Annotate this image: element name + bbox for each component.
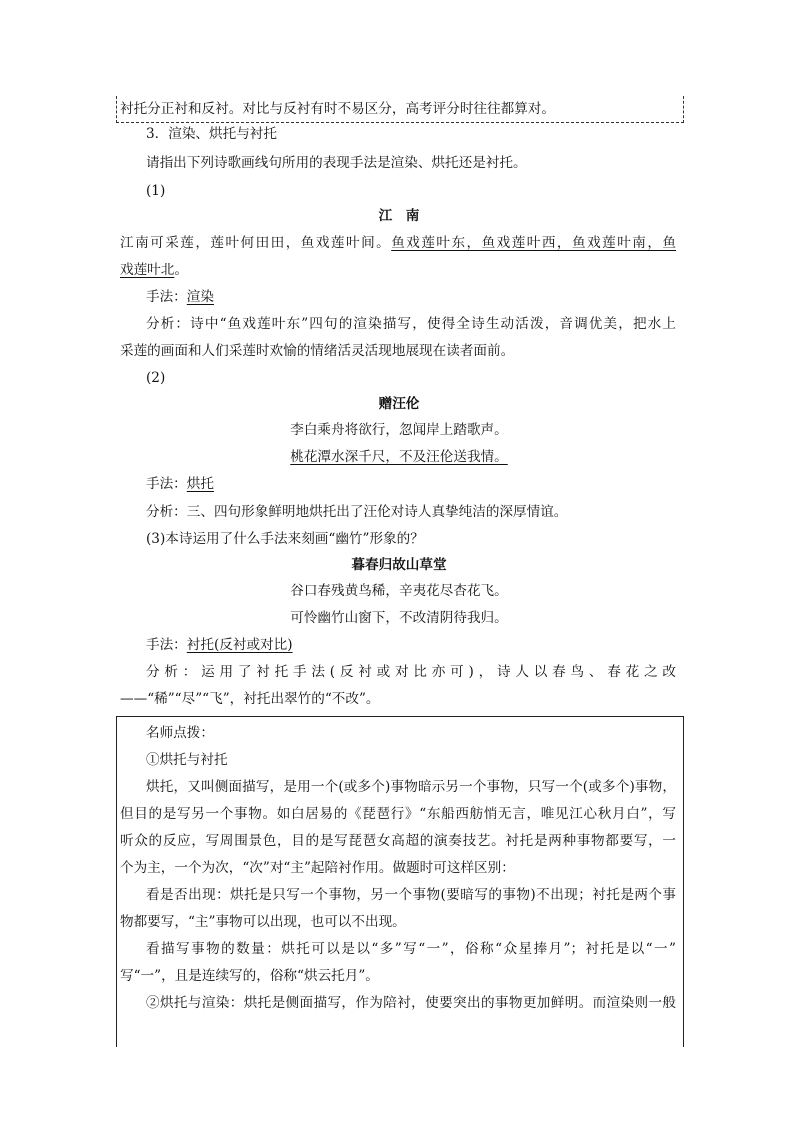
item2-poem-title: 赠汪伦 <box>378 396 420 412</box>
item2-technique <box>146 474 214 494</box>
item1-technique <box>146 287 214 307</box>
item3-poem-line1: 谷口春残黄鸟稀，辛夷花尽杏花飞。 <box>290 583 508 599</box>
item1-poem-plain: 江南可采莲，莲叶何田田，鱼戏莲叶间。 <box>120 235 392 251</box>
item2-poem-line2 <box>116 447 682 467</box>
item2-number: (2) <box>146 370 166 386</box>
item3-technique-label: 手法： <box>146 637 187 653</box>
item1-poem-title: 江 南 <box>378 208 420 224</box>
item2-analysis: 分析：三、四句形象鲜明地烘托出了汪伦对诗人真挚纯洁的深厚情谊。 <box>146 504 568 520</box>
tips-heading: 名师点拨： <box>146 725 214 741</box>
item3-analysis-b: ——“稀”“尽”“飞”，衬托出翠竹的“不改”。 <box>120 691 380 707</box>
item1-number: (1) <box>146 183 166 199</box>
item1-technique-label: 手法： <box>146 289 187 305</box>
tips-p1-line4: 个为主，一个为次，“次”对“主”起陪衬作用。做题时可这样区别： <box>120 860 515 876</box>
top-note: 衬托分正衬和反衬。对比与反衬有时不易区分，高考评分时往往都算对。 <box>120 101 555 117</box>
item1-analysis-a: 分析：诗中“鱼戏莲叶东”四句的渲染描写，使得全诗生动活泼，音调优美，把水上 <box>146 316 676 332</box>
tips-p2-line1: 看是否出现：烘托是只写一个事物，另一个事物(要暗写的事物)不出现；衬托是两个事 <box>146 887 676 903</box>
tips-p3-line1: 看描写事物的数量：烘托可以是以“多”写“一”，俗称“众星捧月”；衬托是以“一” <box>146 941 676 957</box>
tips-p2-line2: 物都要写，“主”事物可以出现，也可以不出现。 <box>120 914 406 930</box>
item3-analysis-a: 分析：运用了衬托手法(反衬或对比亦可)，诗人以春鸟、春花之改 <box>146 664 676 680</box>
section-heading: 3．渲染、烘托与衬托 <box>146 126 277 142</box>
tips-p1-line1: 烘托，又叫侧面描写，是用一个(或多个)事物暗示另一个事物，只写一个(或多个)事物， <box>146 779 676 795</box>
tips-p4-line1: ②烘托与渲染：烘托是侧面描写，作为陪衬，使要突出的事物更加鲜明。而渲染则一般 <box>146 995 676 1011</box>
item1-poem-line1 <box>120 233 676 253</box>
item3-question: (3)本诗运用了什么手法来刻画“幽竹”形象的？ <box>146 531 424 547</box>
item1-poem-underlined-b: 戏莲叶北 <box>120 262 175 278</box>
item2-technique-label: 手法： <box>146 476 187 492</box>
item2-technique-value: 烘托 <box>186 476 214 492</box>
tips-subheading-1: ①烘托与衬托 <box>146 752 228 768</box>
tips-p1-line2: 但目的是写另一个事物。如白居易的《琵琶行》“东船西舫悄无言，唯见江心秋月白”，写 <box>120 806 676 822</box>
item3-poem-title: 暮春归故山草堂 <box>351 557 447 573</box>
item3-technique <box>146 635 293 655</box>
tips-p3-line2: 写“一”，且是连续写的，俗称“烘云托月”。 <box>120 968 379 984</box>
tips-p1-line3: 听众的反应，写周围景色，目的是写琵琶女高超的演奏技艺。衬托是两种事物都要写，一 <box>120 833 676 849</box>
item2-poem-line1: 李白乘舟将欲行，忽闻岸上踏歌声。 <box>290 422 508 438</box>
section-instruction: 请指出下列诗歌画线句所用的表现手法是渲染、烘托还是衬托。 <box>146 155 527 171</box>
item1-poem-end: 。 <box>174 262 188 278</box>
item3-poem-line2: 可怜幽竹山窗下，不改清阴待我归。 <box>290 610 508 626</box>
item1-technique-value: 渲染 <box>186 289 214 305</box>
item1-poem-underlined-a: 鱼戏莲叶东，鱼戏莲叶西，鱼戏莲叶南，鱼 <box>391 235 676 251</box>
item1-poem-line2 <box>120 260 188 280</box>
item2-poem-line2-text: 桃花潭水深千尺，不及汪伦送我情。 <box>290 449 508 465</box>
item1-analysis-b: 采莲的画面和人们采莲时欢愉的情绪活灵活现地展现在读者面前。 <box>120 343 515 359</box>
item3-technique-value: 衬托(反衬或对比) <box>186 637 293 653</box>
